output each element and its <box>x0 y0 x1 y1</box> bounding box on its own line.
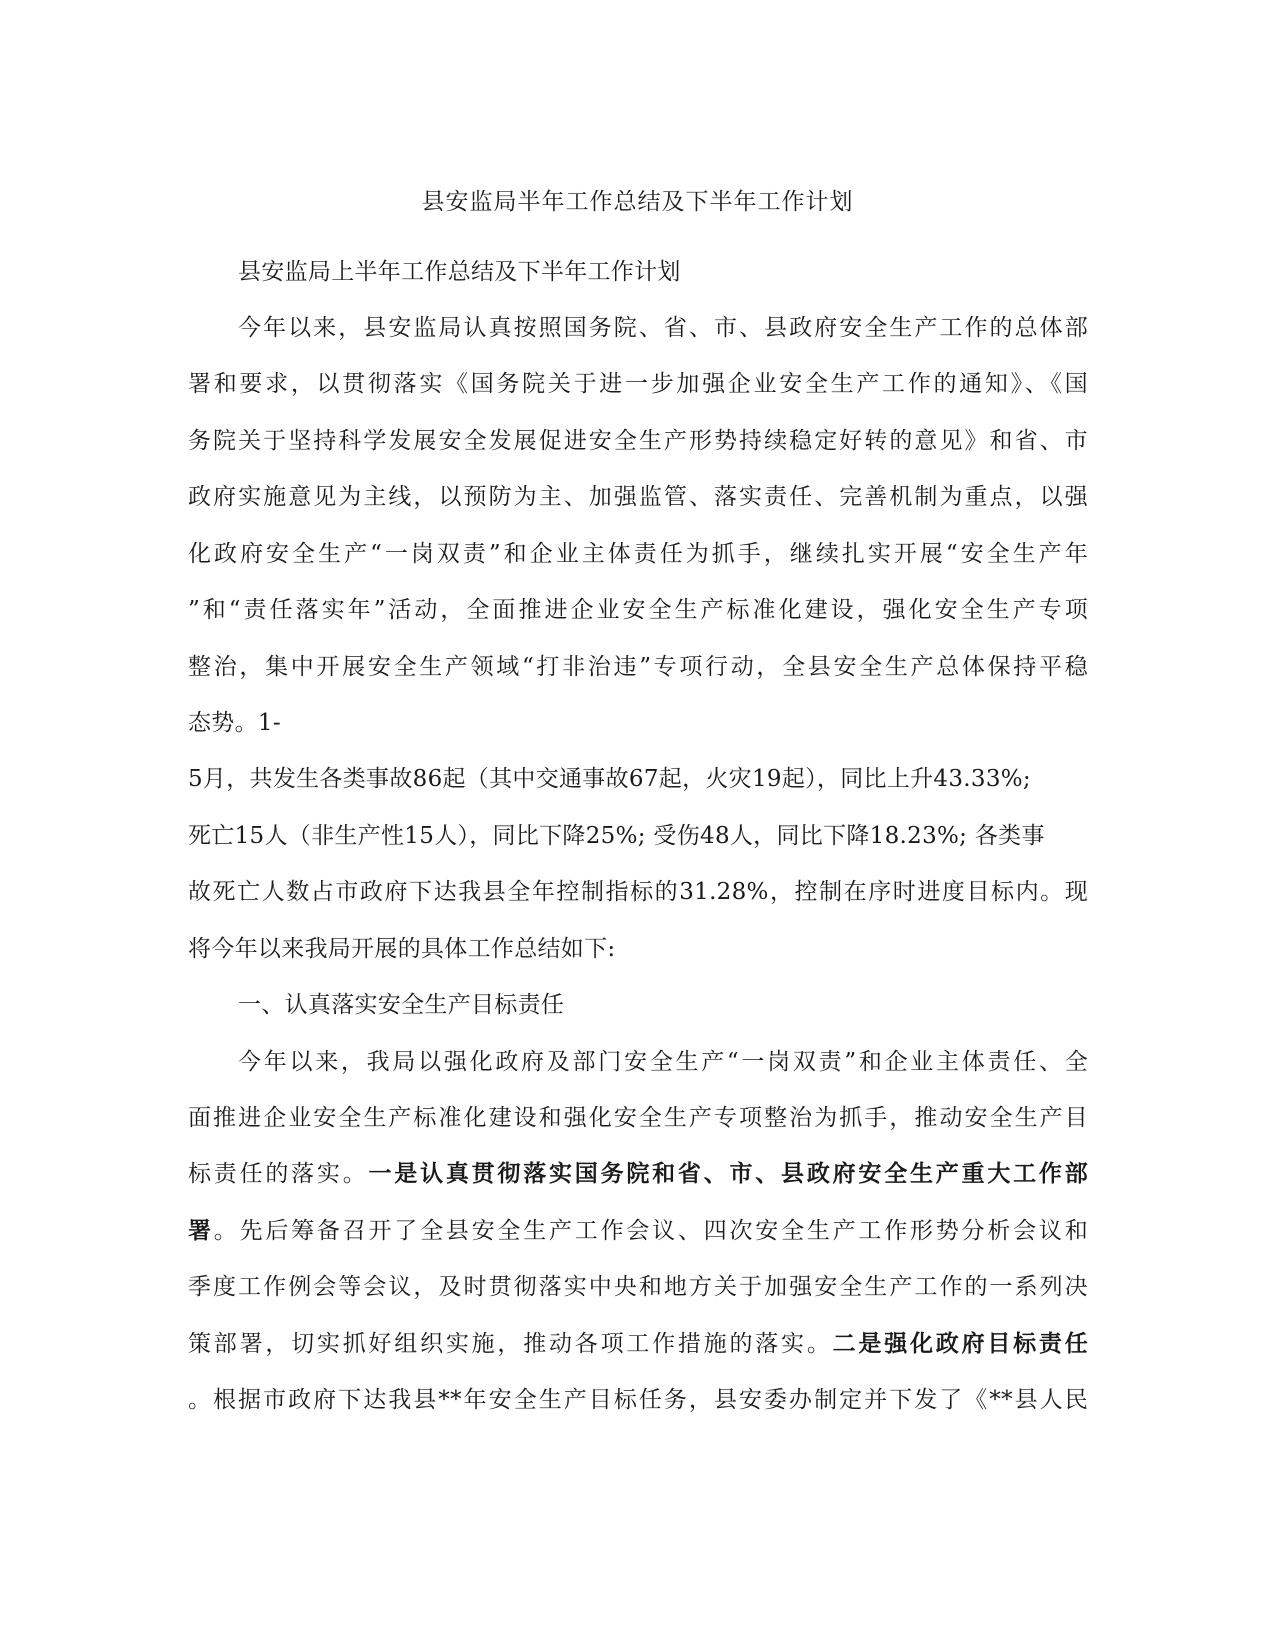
paragraph-line: 态势。1- <box>188 710 281 736</box>
section-heading: 一、认真落实安全生产目标责任 <box>238 992 565 1018</box>
paragraph-line: 署和要求，以贯彻落实《国务院关于进一步加强企业安全生产工作的通知》、《国 <box>188 371 1088 397</box>
bold-phrase: 署 <box>188 1217 214 1244</box>
line-text: 标责任的落实。 <box>188 1161 369 1187</box>
paragraph-line: 今年以来，县安监局认真按照国务院、省、市、县政府安全生产工作的总体部 <box>238 315 1088 341</box>
document-title: 县安监局半年工作总结及下半年工作计划 <box>421 189 854 215</box>
paragraph-line: 化政府安全生产“一岗双责”和企业主体责任为抓手，继续扎实开展“安全生产年 <box>188 541 1088 567</box>
paragraph-line: 务院关于坚持科学发展安全发展促进安全生产形势持续稳定好转的意见》和省、市 <box>188 428 1088 454</box>
paragraph-line: ”和“责任落实年”活动，全面推进企业安全生产标准化建设，强化安全生产专项 <box>188 597 1088 623</box>
paragraph-line: 整治，集中开展安全生产领域“打非治违”专项行动，全县安全生产总体保持平稳 <box>188 654 1088 680</box>
paragraph-line: 5月，共发生各类事故86起（其中交通事故67起，火灾19起），同比上升43.33%; <box>188 766 1031 792</box>
paragraph-line <box>188 1328 1088 1360</box>
paragraph-line: 将今年以来我局开展的具体工作总结如下: <box>188 936 616 962</box>
paragraph-line: 政府实施意见为主线，以预防为主、加强监管、落实责任、完善机制为重点，以强 <box>188 484 1088 510</box>
line-text: 策部署，切实抓好组织实施，推动各项工作措施的落实。 <box>188 1331 833 1357</box>
paragraph-line <box>188 1158 1088 1190</box>
paragraph-line: 故死亡人数占市政府下达我县全年控制指标的31.28%，控制在序时进度目标内。现 <box>188 879 1088 905</box>
line-text: 。先后筹备召开了全县安全生产工作会议、四次安全生产工作形势分析会议和 <box>213 1218 1088 1244</box>
paragraph-line: 。根据市政府下达我县**年安全生产目标任务，县安委办制定并下发了《**县人民 <box>188 1387 1088 1413</box>
bold-phrase: 一是认真贯彻落实国务院和省、市、县政府安全生产重大工作部 <box>368 1160 1088 1187</box>
paragraph-line: 死亡15人（非生产性15人），同比下降25%; 受伤48人，同比下降18.23%; 各类事 <box>188 823 1045 849</box>
bold-phrase: 二是强化政府目标责任 <box>832 1330 1089 1357</box>
paragraph-line: 今年以来，我局以强化政府及部门安全生产“一岗双责”和企业主体责任、全 <box>238 1049 1088 1075</box>
paragraph-line: 季度工作例会等会议，及时贯彻落实中央和地方关于加强安全生产工作的一系列决 <box>188 1274 1088 1300</box>
paragraph-line <box>188 1215 1088 1247</box>
document-subtitle: 县安监局上半年工作总结及下半年工作计划 <box>238 259 681 285</box>
paragraph-line: 面推进企业安全生产标准化建设和强化安全生产专项整治为抓手，推动安全生产目 <box>188 1105 1088 1131</box>
